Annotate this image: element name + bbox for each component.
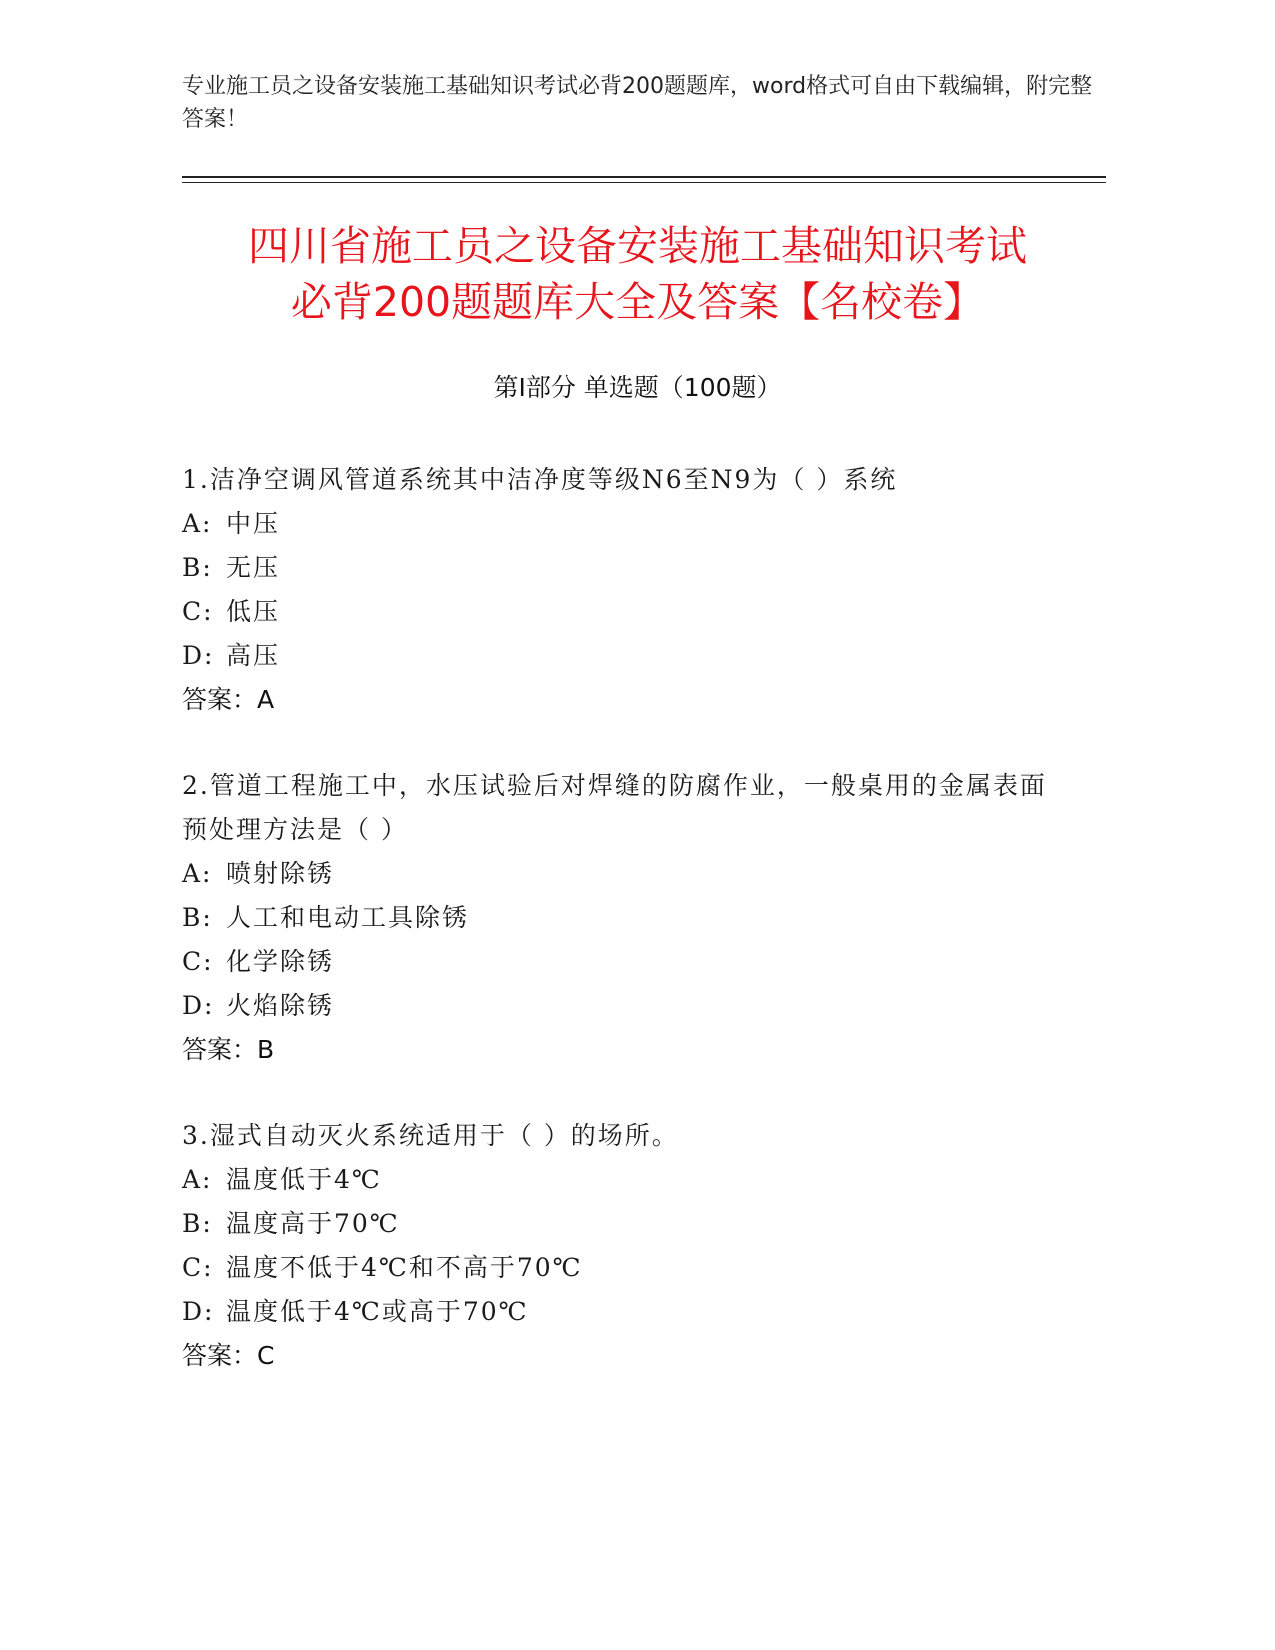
option-text: 中压 bbox=[226, 509, 281, 538]
option-letter: D: bbox=[182, 641, 215, 670]
option-text: 化学除锈 bbox=[226, 947, 335, 976]
option-d bbox=[182, 634, 1062, 678]
question-3 bbox=[182, 1114, 1062, 1378]
option-text: 低压 bbox=[226, 597, 281, 626]
option-c bbox=[182, 940, 1062, 984]
header-text: 专业施工员之设备安装施工基础知识考试必背200题题库，word格式可自由下载编辑，附完整答案！ bbox=[182, 74, 1093, 132]
option-text: 温度不低于4℃和不高于70℃ bbox=[226, 1253, 583, 1282]
option-letter: A: bbox=[182, 859, 213, 888]
option-text: 火焰除锈 bbox=[226, 991, 335, 1020]
question-stem: 2.管道工程施工中，水压试验后对焊缝的防腐作业，一般桌用的金属表面预处理方法是（ ） bbox=[182, 771, 1047, 844]
option-letter: D: bbox=[182, 1297, 215, 1326]
question-1 bbox=[182, 458, 1062, 722]
option-b bbox=[182, 1202, 1062, 1246]
option-text: 温度低于4℃或高于70℃ bbox=[226, 1297, 529, 1326]
option-b bbox=[182, 546, 1062, 590]
title-line-1: 四川省施工员之设备安装施工基础知识考试 bbox=[248, 222, 1027, 270]
page-header bbox=[182, 70, 1102, 136]
option-d bbox=[182, 1290, 1062, 1334]
option-b bbox=[182, 896, 1062, 940]
question-list bbox=[182, 458, 1062, 1420]
option-letter: B: bbox=[182, 903, 213, 932]
question-stem: 3.湿式自动灭火系统适用于（ ）的场所。 bbox=[182, 1121, 679, 1150]
option-letter: C: bbox=[182, 597, 214, 626]
option-text: 无压 bbox=[226, 553, 281, 582]
option-text: 喷射除锈 bbox=[226, 859, 335, 888]
header-divider-thin bbox=[182, 182, 1106, 183]
question-2 bbox=[182, 764, 1062, 1072]
option-letter: C: bbox=[182, 1253, 214, 1282]
option-letter: B: bbox=[182, 1209, 213, 1238]
option-letter: D: bbox=[182, 991, 215, 1020]
option-c bbox=[182, 590, 1062, 634]
option-text: 温度高于70℃ bbox=[226, 1209, 400, 1238]
section-heading: 第Ⅰ部分 单选题（100题） bbox=[493, 373, 782, 402]
option-a bbox=[182, 502, 1062, 546]
answer: 答案：C bbox=[182, 1341, 275, 1370]
answer: 答案：A bbox=[182, 685, 275, 714]
option-a bbox=[182, 852, 1062, 896]
header-divider-thick bbox=[182, 176, 1106, 178]
option-text: 温度低于4℃ bbox=[226, 1165, 382, 1194]
option-text: 人工和电动工具除锈 bbox=[226, 903, 470, 932]
option-letter: B: bbox=[182, 553, 213, 582]
option-d bbox=[182, 984, 1062, 1028]
document-title bbox=[160, 218, 1115, 330]
answer: 答案：B bbox=[182, 1035, 275, 1064]
option-letter: A: bbox=[182, 1165, 213, 1194]
option-c bbox=[182, 1246, 1062, 1290]
option-letter: A: bbox=[182, 509, 213, 538]
option-text: 高压 bbox=[226, 641, 281, 670]
question-stem: 1.洁净空调风管道系统其中洁净度等级N6至N9为（ ）系统 bbox=[182, 465, 898, 494]
option-a bbox=[182, 1158, 1062, 1202]
title-line-2: 必背200题题库大全及答案【名校卷】 bbox=[290, 278, 985, 326]
option-letter: C: bbox=[182, 947, 214, 976]
